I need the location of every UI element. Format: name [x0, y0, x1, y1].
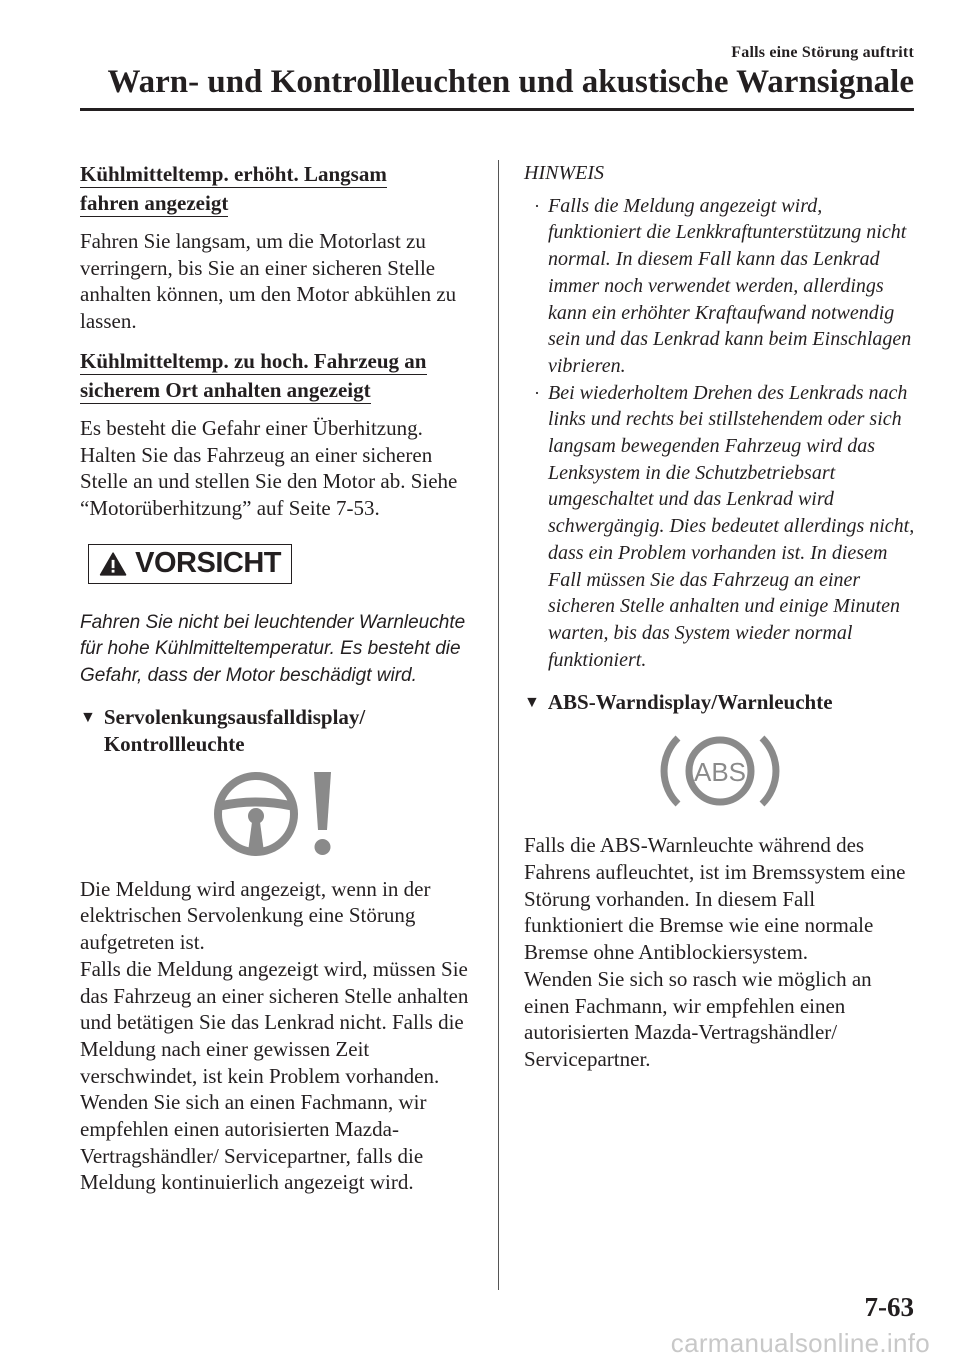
heading-coolant-too-high: Kühlmitteltemp. zu hoch. Fahrzeug an sicherem Ort anhalten angezeigt [80, 348, 427, 402]
watermark: carmanualsonline.info [670, 1328, 930, 1358]
steering-warning-icon [211, 768, 341, 860]
list-item: · Falls die Meldung angezeigt wird, funktioniert die Lenkkraftunterstützung nicht normal. In diesem Fall kann das Lenkrad immer noch verwendet werden, allerdings kann ein erhöhter Kraftaufwand notwendig sein und das Lenkrad kann beim Einschlagen vibrieren. [534, 194, 912, 377]
caution-box [88, 544, 292, 584]
caution-text: Fahren Sie nicht bei leuchtender Warnleuchte für hohe Kühlmitteltemperatur. Es besteht die Gefahr, dass der Motor beschädigt wird. [80, 611, 466, 687]
header-rule [80, 108, 914, 111]
header-subtitle: Falls eine Störung auftritt [731, 44, 914, 61]
page-number: 7-63 [864, 1292, 914, 1322]
paragraph-steering-2: Falls die Meldung angezeigt wird, müssen Sie das Fahrzeug an einer sicheren Stelle anhalten und betätigen Sie das Lenkrad nicht. Falls die Meldung nach einer gewissen Zeit verschwindet, ist kein Problem vorhanden. Wenden Sie sich an einen Fachmann, wir empfehlen einen autorisierten Mazda-Vertragshändler/ Servicepartner, falls die Meldung kontinuierlich angezeigt wird. [80, 956, 469, 1195]
svg-text:ABS: ABS [693, 757, 747, 788]
paragraph-coolant-too-high: Es besteht die Gefahr einer Überhitzung. Halten Sie das Fahrzeug an einer sicheren Stelle an und stellen Sie den Motor ab. Siehe “Motorüberhitzung” auf Seite 7-53. [80, 415, 458, 520]
note-label: HINWEIS [524, 162, 604, 184]
bullet-icon: · [534, 195, 540, 216]
column-divider [498, 160, 499, 1290]
paragraph-abs-1: Falls die ABS-Warnleuchte während des Fahrens aufleuchtet, ist im Bremssystem eine Störung vorhanden. In diesem Fall funktioniert die Bremse wie eine normale Bremse ohne Antiblockiersystem. [524, 833, 906, 965]
paragraph-coolant-high: Fahren Sie langsam, um die Motorlast zu verringern, bis Sie an einer sicheren Stelle anhalten können, um den Motor abkühlen zu lassen. [80, 229, 457, 334]
caution-label: VORSICHT [135, 547, 281, 580]
list-item: · Bei wiederholtem Drehen des Lenkrads nach links und rechts bei stillstehendem oder sich langsam bewegenden Fahrzeug wird das Lenksystem in die Schutzbetriebsart umgeschaltet und das Lenkrad wird schwergängig. Dies bedeutet allerdings nicht, dass ein Problem vorhanden ist. In diesem Fall müssen Sie das Fahrzeug an einer sicheren Stelle anhalten und einige Minuten warten, bis das System wieder normal funktioniert. [534, 381, 915, 671]
abs-warning-icon [654, 726, 786, 816]
right-column [524, 160, 916, 1085]
paragraph-steering-1: Die Meldung wird angezeigt, wenn in der elektrischen Servolenkung eine Störung aufgetreten ist. [80, 876, 431, 955]
section-heading-abs: ▼ ABS-Warndisplay/Warnleuchte [524, 690, 833, 715]
note-list [524, 193, 916, 674]
paragraph-abs-2: Wenden Sie sich so rasch wie möglich an einen Fachmann, wir empfehlen einen autorisierten Mazda-Vertragshändler/ Servicepartner. [524, 966, 872, 1071]
warning-triangle-icon [99, 549, 127, 579]
section-heading-power-steering: ▼ Servolenkungsausfalldisplay/ Kontrollleuchte [80, 704, 366, 756]
section-marker-icon: ▼ [524, 694, 540, 712]
page-title: Warn- und Kontrollleuchten und akustische Warnsignale [107, 64, 914, 100]
bullet-icon: · [534, 382, 540, 403]
heading-coolant-high: Kühlmitteltemp. erhöht. Langsam fahren angezeigt [80, 162, 387, 215]
left-column [80, 160, 472, 1208]
section-marker-icon: ▼ [80, 708, 96, 726]
